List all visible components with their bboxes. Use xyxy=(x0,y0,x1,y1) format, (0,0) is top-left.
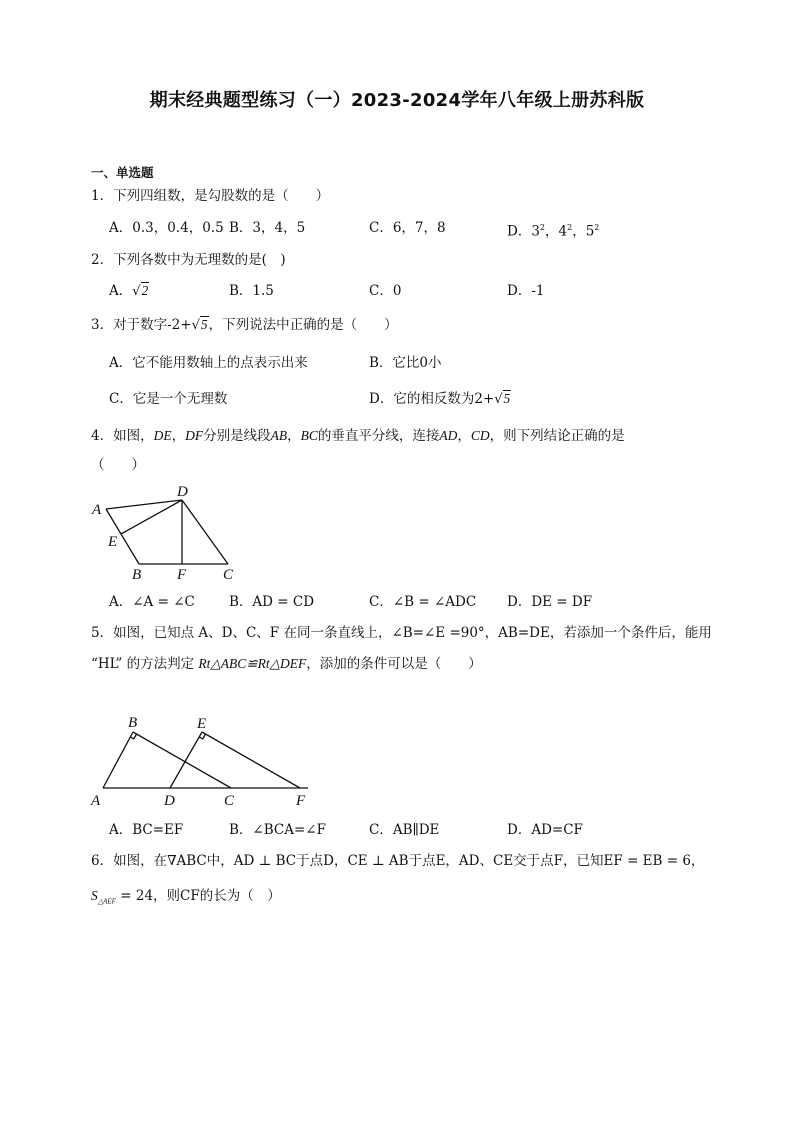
q4-option-d: D．DE = DF xyxy=(507,594,593,610)
q3-option-b: B．它比0小 xyxy=(369,355,442,371)
question-3-stem: 3．对于数字-2+√5，下列说法中正确的是（ ） xyxy=(91,317,398,333)
q5-label-f: F xyxy=(296,793,306,809)
question-6-stem: 6．如图，在∇ABC中，AD ⊥ BC于点D，CE ⊥ AB于点E，AD、CE交于点F，已知EF = EB = 6， xyxy=(91,853,705,869)
q5-label-a: A xyxy=(91,793,101,809)
q4-label-b: B xyxy=(132,567,142,583)
q3-option-a: A．它不能用数轴上的点表示出来 xyxy=(109,355,308,371)
q5-option-d: D．AD=CF xyxy=(507,822,583,838)
q1-option-c: C．6，7，8 xyxy=(369,220,446,236)
q2-option-c: C．0 xyxy=(369,283,402,299)
q3-option-d: D．它的相反数为2+√5 xyxy=(369,391,511,407)
q5-label-b: B xyxy=(128,715,138,731)
q2-option-a: A．√2 xyxy=(109,283,149,299)
question-5-stem: 5．如图，已知点 A、D、C、F 在同一条直线上，∠B=∠E =90°，AB=DE，若添加一个条件后，能用 xyxy=(91,625,712,641)
question-4-stem: 4．如图，DE，DF分别是线段AB，BC的垂直平分线，连接AD，CD，则下列结论正确的是 xyxy=(91,428,625,444)
q1-option-a: A．0.3，0.4，0.5 xyxy=(109,220,224,236)
q4-figure xyxy=(88,482,248,586)
q4-label-a: A xyxy=(92,502,102,518)
q1-option-d: D．$3^2$，$4^2$，$5^2$ xyxy=(507,223,600,240)
q5-figure xyxy=(88,710,328,810)
q5-option-a: A．BC=EF xyxy=(109,822,184,838)
question-6-stem-line2: $S_{\triangle AEF} = 24$，则CF的长为（ ） xyxy=(91,888,281,906)
q4-label-e: E xyxy=(108,534,118,550)
q3-option-c: C．它是一个无理数 xyxy=(109,391,228,407)
q4-option-b: B．AD = CD xyxy=(229,594,315,610)
page-title: 期末经典题型练习（一）2023-2024学年八年级上册苏科版 xyxy=(149,90,645,111)
q5-option-b: B．∠BCA=∠F xyxy=(229,822,326,838)
q5-option-c: C．AB∥DE xyxy=(369,822,440,838)
question-1-stem: 1．下列四组数，是勾股数的是（ ） xyxy=(91,188,330,204)
q4-label-c: C xyxy=(223,567,234,583)
q5-label-c: C xyxy=(224,793,235,809)
q1-option-b: B．3，4，5 xyxy=(229,220,306,236)
q5-label-d: D xyxy=(164,793,175,809)
q2-option-b: B．1.5 xyxy=(229,283,274,299)
question-4-stem-line2: （ ） xyxy=(91,457,145,473)
q4-label-d: D xyxy=(177,484,188,500)
q5-label-e: E xyxy=(197,716,207,732)
q2-option-d: D．-1 xyxy=(507,283,545,299)
question-5-stem-line2: “HL” 的方法判定 Rt△ABC≌Rt△DEF，添加的条件可以是（ ） xyxy=(91,656,482,672)
q4-option-c: C．∠B = ∠ADC xyxy=(369,594,477,610)
section-heading: 一、单选题 xyxy=(91,165,154,180)
question-2-stem: 2．下列各数中为无理数的是( ) xyxy=(91,252,286,268)
q4-label-f: F xyxy=(177,567,187,583)
q4-option-a: A．∠A = ∠C xyxy=(109,594,195,610)
